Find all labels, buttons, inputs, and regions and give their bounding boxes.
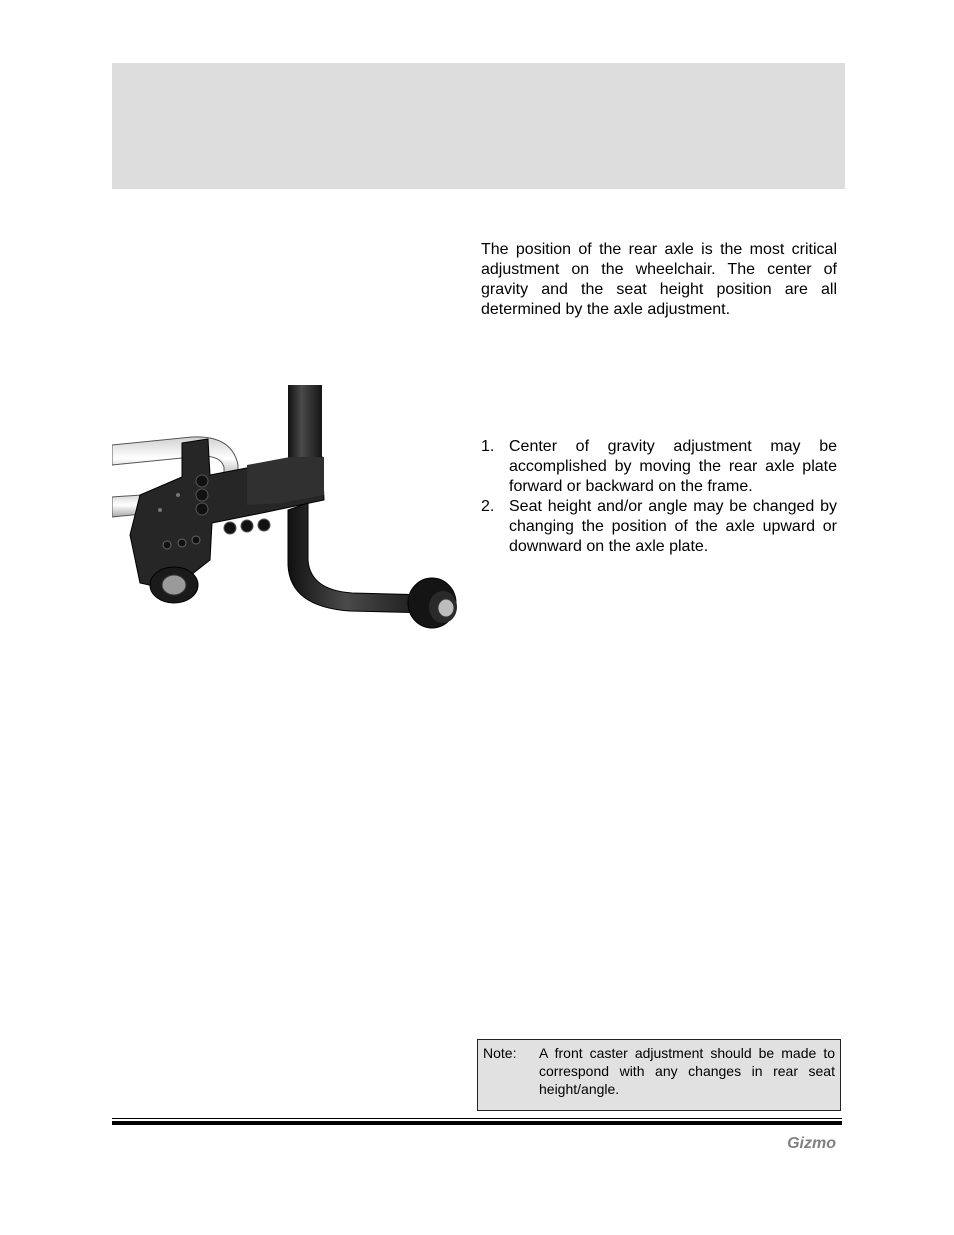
- note-box: [477, 1039, 841, 1111]
- step-text: Seat height and/or angle may be changed by changing the position of the axle upward or downward on the axle plate.: [509, 498, 837, 555]
- step-number: 2.: [481, 498, 495, 515]
- step-number: 1.: [481, 438, 495, 455]
- note-label: Note:: [483, 1045, 517, 1061]
- step-text: Center of gravity adjustment may be accomplished by moving the rear axle plate forward or backward on the frame.: [509, 438, 837, 495]
- list-item: [481, 437, 837, 497]
- note-text: A front caster adjustment should be made to correspond with any changes in rear seat height/angle.: [539, 1045, 835, 1097]
- intro-paragraph: The position of the rear axle is the most critical adjustment on the wheelchair. The center of gravity and the seat height position are all determined by the axle adjustment.: [481, 241, 837, 318]
- footer-brand: Gizmo: [787, 1135, 836, 1152]
- footer-rule-thick: [112, 1121, 842, 1125]
- axle-bolt: [150, 567, 198, 603]
- caster-wheel: [408, 578, 457, 628]
- axle-plate-illustration: [112, 385, 465, 633]
- footer-rule-thin: [112, 1118, 842, 1119]
- list-item: [481, 497, 837, 557]
- header-band: [112, 63, 845, 189]
- steps-list: [481, 437, 837, 557]
